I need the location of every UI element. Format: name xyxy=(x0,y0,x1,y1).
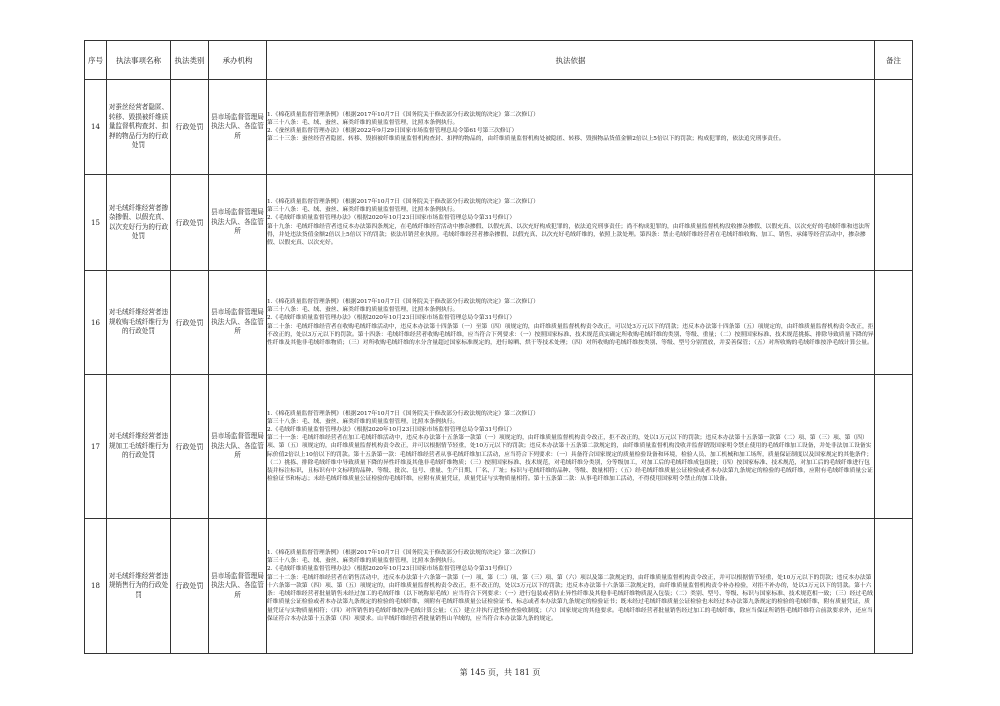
basis-line: 2.《毛绒纤维质量监督管理办法》（根据2020年10月23日国家市场监督管理总局令第31号修订） xyxy=(267,215,516,222)
header-num: 序号 xyxy=(85,41,107,80)
basis-line: 第二十二条：毛绒纤维经营者在销售活动中，违反本办法第十六条第一款第（一）项、第（二）项、第（三）项、第（六）项以及第二款规定的，由纤维质量监督机构责令改正，并可以根据情节轻重，处10万元以下的罚款；违反本办法第十六条第一款第（四）项、第（五）项规定的，由纤维质量监督机构责令改正，拒不改正的，处以3万元以下的罚款；违反本办法第十六条第三款规定的，由纤维质量监督机构责令补办检验，对拒不补办的，处以3万元以下的罚款。第十六条：毛绒纤维经营者批量销售未经过加工的毛绒纤维（以下统称原毛绒）应当符合下列要求：（一）进行包装或者防止异性纤维及其他非毛绒纤维物质混入包装；（二）类别、型号、等级、标识与国家标准、技术规范相一致；（三）经过毛绒纤维质量公证检验或者本办法第九条规定的检验的毛绒纤维，须附有毛绒纤维质量公证检验证书、标志或者本办法第九条规定的检验证书；既未经过毛绒纤维质量公证检验也未经过本办法第九条规定的检验的毛绒纤维，附有质量凭证，质量凭证与实物质量相符；（四）对所销售的毛绒纤维按净毛绒计算公量；（五）建立并执行进货检查验收制度；（六）国家规定的其他要求。毛绒纤维经营者批量销售经过加工的毛绒纤维，除应当保证所销售毛绒纤维符合前款要求外，还应当保证符合本办法第十五条第（四）项要求。山羊绒纤维经营者批量销售山羊绒的，应当符合本办法第九条的规定。 xyxy=(267,574,873,622)
header-basis: 执法依据 xyxy=(267,41,875,80)
basis-line: 第二十三条：蚕丝经营者隐匿、转移、毁损被纤维质量监督机构查封、扣押的物品的，由纤维质量监督机构处被隐匿、转移、毁损物品货值金额2倍以上5倍以下的罚款；构成犯罪的，依法追究刑事责任。 xyxy=(267,136,785,143)
row-note xyxy=(875,271,913,375)
row-note xyxy=(875,175,913,271)
header-category: 执法类别 xyxy=(171,41,209,80)
basis-line: 第三十八条：毛、绒、蚕丝、麻类纤维的质量监督管理，比照本条例执行。 xyxy=(267,558,459,565)
basis-line: 1.《棉花质量监督管理条例》（根据2017年10月7日《国务院关于修改部分行政法规的决定》第二次修订） xyxy=(267,550,539,557)
basis-line: 1.《棉花质量监督管理条例》（根据2017年10月7日《国务院关于修改部分行政法规的决定》第二次修订） xyxy=(267,198,539,205)
basis-line: 1.《棉花质量监督管理条例》（根据2017年10月7日《国务院关于修改部分行政法规的决定》第二次修订） xyxy=(267,111,539,118)
page-number: 第 145 页，共 181 页 xyxy=(459,668,541,677)
row-category: 行政处罚 xyxy=(171,175,209,271)
table-row xyxy=(85,271,913,375)
basis-line: 1.《棉花质量监督管理条例》（根据2017年10月7日《国务院关于修改部分行政法规的决定》第二次修订） xyxy=(267,298,539,305)
row-basis xyxy=(267,375,875,519)
row-note xyxy=(875,80,913,175)
row-num: 14 xyxy=(85,80,107,175)
row-org: 县市场监督管理局执法大队、各监管所 xyxy=(209,80,267,175)
row-org: 县市场监督管理局执法大队、各监管所 xyxy=(209,271,267,375)
table-row xyxy=(85,80,913,175)
row-note xyxy=(875,375,913,519)
table-row xyxy=(85,175,913,271)
basis-line: 第三十八条：毛、绒、蚕丝、麻类纤维的质量监督管理，比照本条例执行。 xyxy=(267,418,459,425)
enforcement-table xyxy=(84,40,913,654)
table-header-row xyxy=(85,41,913,80)
row-basis xyxy=(267,175,875,271)
row-num: 16 xyxy=(85,271,107,375)
basis-line: 2.《毛绒纤维质量监督管理办法》（根据2020年10月23日国家市场监督管理总局令第31号修订） xyxy=(267,426,516,433)
row-num: 18 xyxy=(85,519,107,654)
row-basis xyxy=(267,271,875,375)
header-item: 执法事项名称 xyxy=(107,41,171,80)
row-item: 对毛绒纤维经营者掺杂掺假、以假充真、以次充好行为的行政处罚 xyxy=(107,175,171,271)
table-row xyxy=(85,519,913,654)
row-basis xyxy=(267,519,875,654)
row-basis xyxy=(267,80,875,175)
row-org: 县市场监督管理局执法大队、各监管所 xyxy=(209,375,267,519)
row-org: 县市场监督管理局执法大队、各监管所 xyxy=(209,519,267,654)
row-category: 行政处罚 xyxy=(171,271,209,375)
row-note xyxy=(875,519,913,654)
header-org: 承办机构 xyxy=(209,41,267,80)
row-category: 行政处罚 xyxy=(171,375,209,519)
row-item: 对蚕丝经营者隐匿、转移、毁损被纤维质量监督机构查封、扣押的物品行为的行政处罚 xyxy=(107,80,171,175)
row-item: 对毛绒纤维经营者违规收购毛绒纤维行为的行政处罚 xyxy=(107,271,171,375)
basis-line: 2.《毛绒纤维质量监督管理办法》（根据2020年10月23日国家市场监督管理总局令第31号修订） xyxy=(267,566,516,573)
basis-line: 第三十八条：毛、绒、蚕丝、麻类纤维的质量监督管理，比照本条例执行。 xyxy=(267,307,459,314)
row-num: 17 xyxy=(85,375,107,519)
basis-line: 第三十八条：毛、绒、蚕丝、麻类纤维的质量监督管理，比照本条例执行。 xyxy=(267,119,459,126)
basis-line: 第十九条：毛绒纤维经营者违反本办法第四条规定，在毛绒纤维经营活动中掺杂掺假、以假充真、以次充好构成犯罪的，依法追究刑事责任；尚不构成犯罪的，由纤维质量监督机构没收掺杂掺假、以假充真、以次充好的毛绒纤维和违法所得，并处违法货值金额2倍以上5倍以下的罚款；依法吊销营业执照。毛绒纤维经营者掺杂掺假、以假充真、以次充好毛绒纤维的，依照上款处理。第四条：禁止毛绒纤维经营者在毛绒纤维收购、加工、销售、承储等经营活动中，掺杂掺假、以假充真、以次充好。 xyxy=(267,223,870,246)
basis-line: 第二十一条：毛绒纤维经营者在加工毛绒纤维活动中，违反本办法第十五条第一款第（一）项规定的，由纤维质量监督机构责令改正，拒不改正的，处以1万元以下的罚款；违反本办法第十五条第一款第（二）项、第（三）项、第（四）项、第（五）项规定的，由纤维质量监督机构责令改正，并可以根据情节轻重，处10万元以下的罚款；违反本办法第十五条第二款规定的，由纤维质量监督机构没收并监督销毁国家明令禁止使用的毛绒纤维加工设备，并处非法加工设备实际价值2倍以上10倍以下的罚款。第十五条第一款：毛绒纤维经营者从事毛绒纤维加工活动，应当符合下列要求：（一）具备符合国家规定的质量检验设备和环境，检验人员、加工机械和加工场所，质量保证制度以及国家规定的其他条件；（二）挑拣、排除毛绒纤维中导致质量下降的异性纤维及其他非毛绒纤维物质；（三）按照国家标准、技术规范，对毛绒纤维分类别，分等级加工，对加工后的毛绒纤维成包组批；（四）按国家标准、技术规范，对加工后的毛绒纤维进行包装并标注标识，且标识有中文标明的品种、等级、批次、包号、重量、生产日期、厂名、厂址；标识与毛绒纤维的品种、等级、数量相符；（五）经毛绒纤维质量公证检验或者本办法第九条规定的检验的毛绒纤维，应附有毛绒纤维质量公证检验证书和标志；未经毛绒纤维质量公证检验的毛绒纤维，应附有质量凭证，质量凭证与实物质量相符。第十五条第二款：从事毛纤维加工活动，不得使用国家明令禁止的加工设备。 xyxy=(267,435,873,483)
row-category: 行政处罚 xyxy=(171,80,209,175)
header-note: 备注 xyxy=(875,41,913,80)
basis-line: 2.《蚕丝质量监督管理办法》（根据2022年9月29日国家市场监督管理总局令第61号第三次修订） xyxy=(267,128,518,134)
basis-line: 第二十条：毛绒纤维经营者在收购毛绒纤维活动中，违反本办法第十四条第（一）至第（四）项规定的，由纤维质量监督机构责令改正，可以处3万元以下的罚款；违反本办法第十四条第（五）项规定的，由纤维质量监督机构责令改正，拒不改正的，处以3万元以下的罚款。第十四条：毛绒纤维经营者收购毛绒纤维，应当符合下列要求：（一）按照国家标准、技术规范真实确定所收购毛绒纤维的类别、等级、重量；（二）按照国家标准、技术规范挑拣、排除导致质量下降的异性纤维及其他非毛绒纤维物质；（三）对所收购毛绒纤维的水分含量超过国家标准规定的，进行晾晒、烘干等技术处理；（四）对所收购的毛绒纤维按类别、等级、型号分别置放，并妥善保管；（五）对所收购的毛绒纤维按净毛绒计算公量。 xyxy=(267,323,874,346)
basis-line: 第三十八条：毛、绒、蚕丝、麻类纤维的质量监督管理，比照本条例执行。 xyxy=(267,207,459,214)
row-category: 行政处罚 xyxy=(171,519,209,654)
basis-line: 1.《棉花质量监督管理条例》（根据2017年10月7日《国务院关于修改部分行政法规的决定》第二次修订） xyxy=(267,410,539,417)
row-org: 县市场监督管理局执法大队、各监管所 xyxy=(209,175,267,271)
row-item: 对毛绒纤维经营者违规加工毛绒纤维行为的行政处罚 xyxy=(107,375,171,519)
table-row xyxy=(85,375,913,519)
row-num: 15 xyxy=(85,175,107,271)
row-item: 对毛绒纤维经营者违规销售行为的行政处罚 xyxy=(107,519,171,654)
basis-line: 2.《毛绒纤维质量监督管理办法》（根据2020年10月23日国家市场监督管理总局令第31号修订） xyxy=(267,315,516,322)
